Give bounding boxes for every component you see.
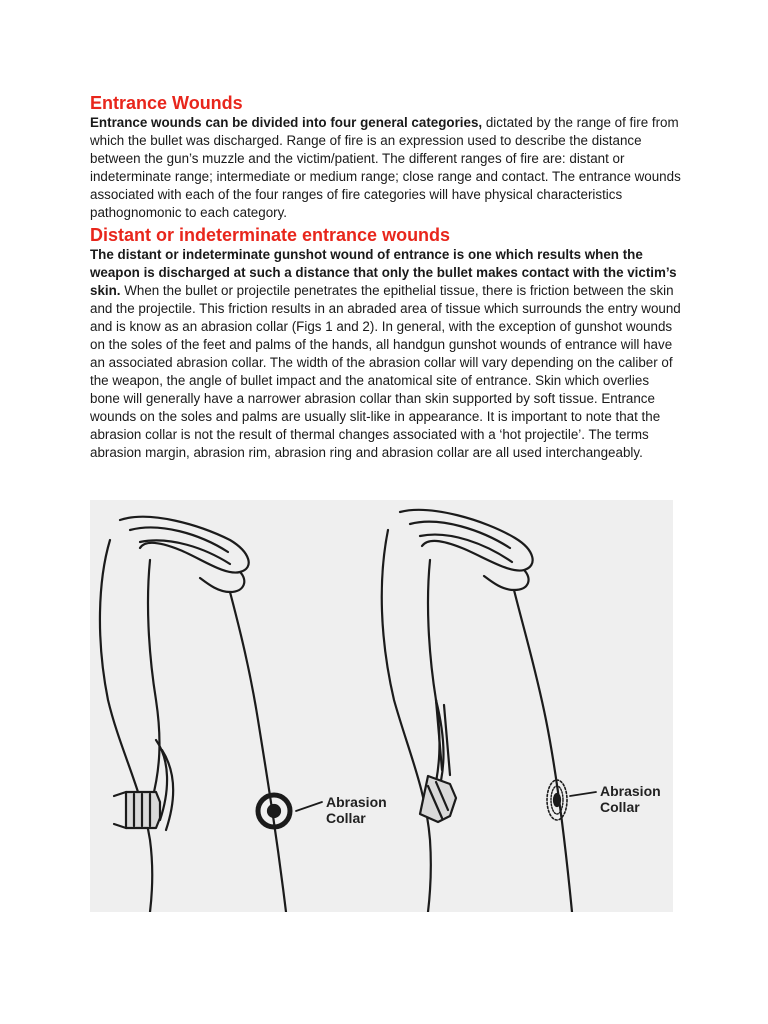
fig2-label-line1: Abrasion [600, 783, 661, 799]
abrasion-collar-figure [90, 500, 673, 912]
fig1-label-line1: Abrasion [326, 794, 387, 810]
entrance-wounds-body: dictated by the range of fire from which the bullet was discharged. Range of fire is an expression used to describe the distance between the gun’s muzzle and the victim/patient. The different ranges of fire are: distant or indeterminate range; intermediate or medium range; close range and contact. The entrance wounds associated with each of the four ranges of fire categories will have physical characteristics pathognomonic to each category. [90, 115, 681, 220]
distant-wounds-lead: The distant or indeterminate gunshot wound of entrance is one which results when the weapon is discharged at such a distance that only the bullet makes contact with the victim’s skin. [90, 247, 677, 298]
distant-wounds-body: When the bullet or projectile penetrates the epithelial tissue, there is friction between the skin and the projectile. This friction results in an abraded area of tissue which surrounds the entry wound and is know as an abrasion collar (Figs 1 and 2). In general, with the exception of gunshot wounds on the soles of the feet and palms of the hands, all handgun gunshot wounds of entrance will have an associated abrasion collar. The width of the abrasion collar will vary depending on the caliber of the weapon, the angle of bullet impact and the anatomical site of entrance. Skin which overlies bone will generally have a narrower abrasion collar than skin supported by soft tissue. Entrance wounds on the soles and palms are usually slit-like in appearance. It is important to note that the abrasion collar is not the result of thermal changes associated with a ‘hot projectile’. The terms abrasion margin, abrasion rim, abrasion ring and abrasion collar are all used interchangeably. [90, 283, 681, 460]
fig1-wound [258, 795, 322, 827]
figure-illustration [90, 500, 673, 912]
fig1-arm-drawing [100, 517, 286, 912]
entrance-wounds-lead: Entrance wounds can be divided into four general categories, [90, 115, 483, 130]
fig1-bullet [114, 792, 160, 828]
document-page [90, 92, 682, 462]
fig2-wound [547, 780, 596, 820]
entrance-wounds-paragraph [90, 114, 682, 222]
section-heading-distant-wounds: Distant or indeterminate entrance wounds [90, 225, 451, 245]
distant-wounds-paragraph [90, 246, 682, 462]
fig2-arm-drawing [382, 510, 572, 912]
fig1-label-line2: Collar [326, 810, 366, 826]
fig2-label-line2: Collar [600, 799, 640, 815]
section-heading-entrance-wounds: Entrance Wounds [90, 93, 243, 113]
